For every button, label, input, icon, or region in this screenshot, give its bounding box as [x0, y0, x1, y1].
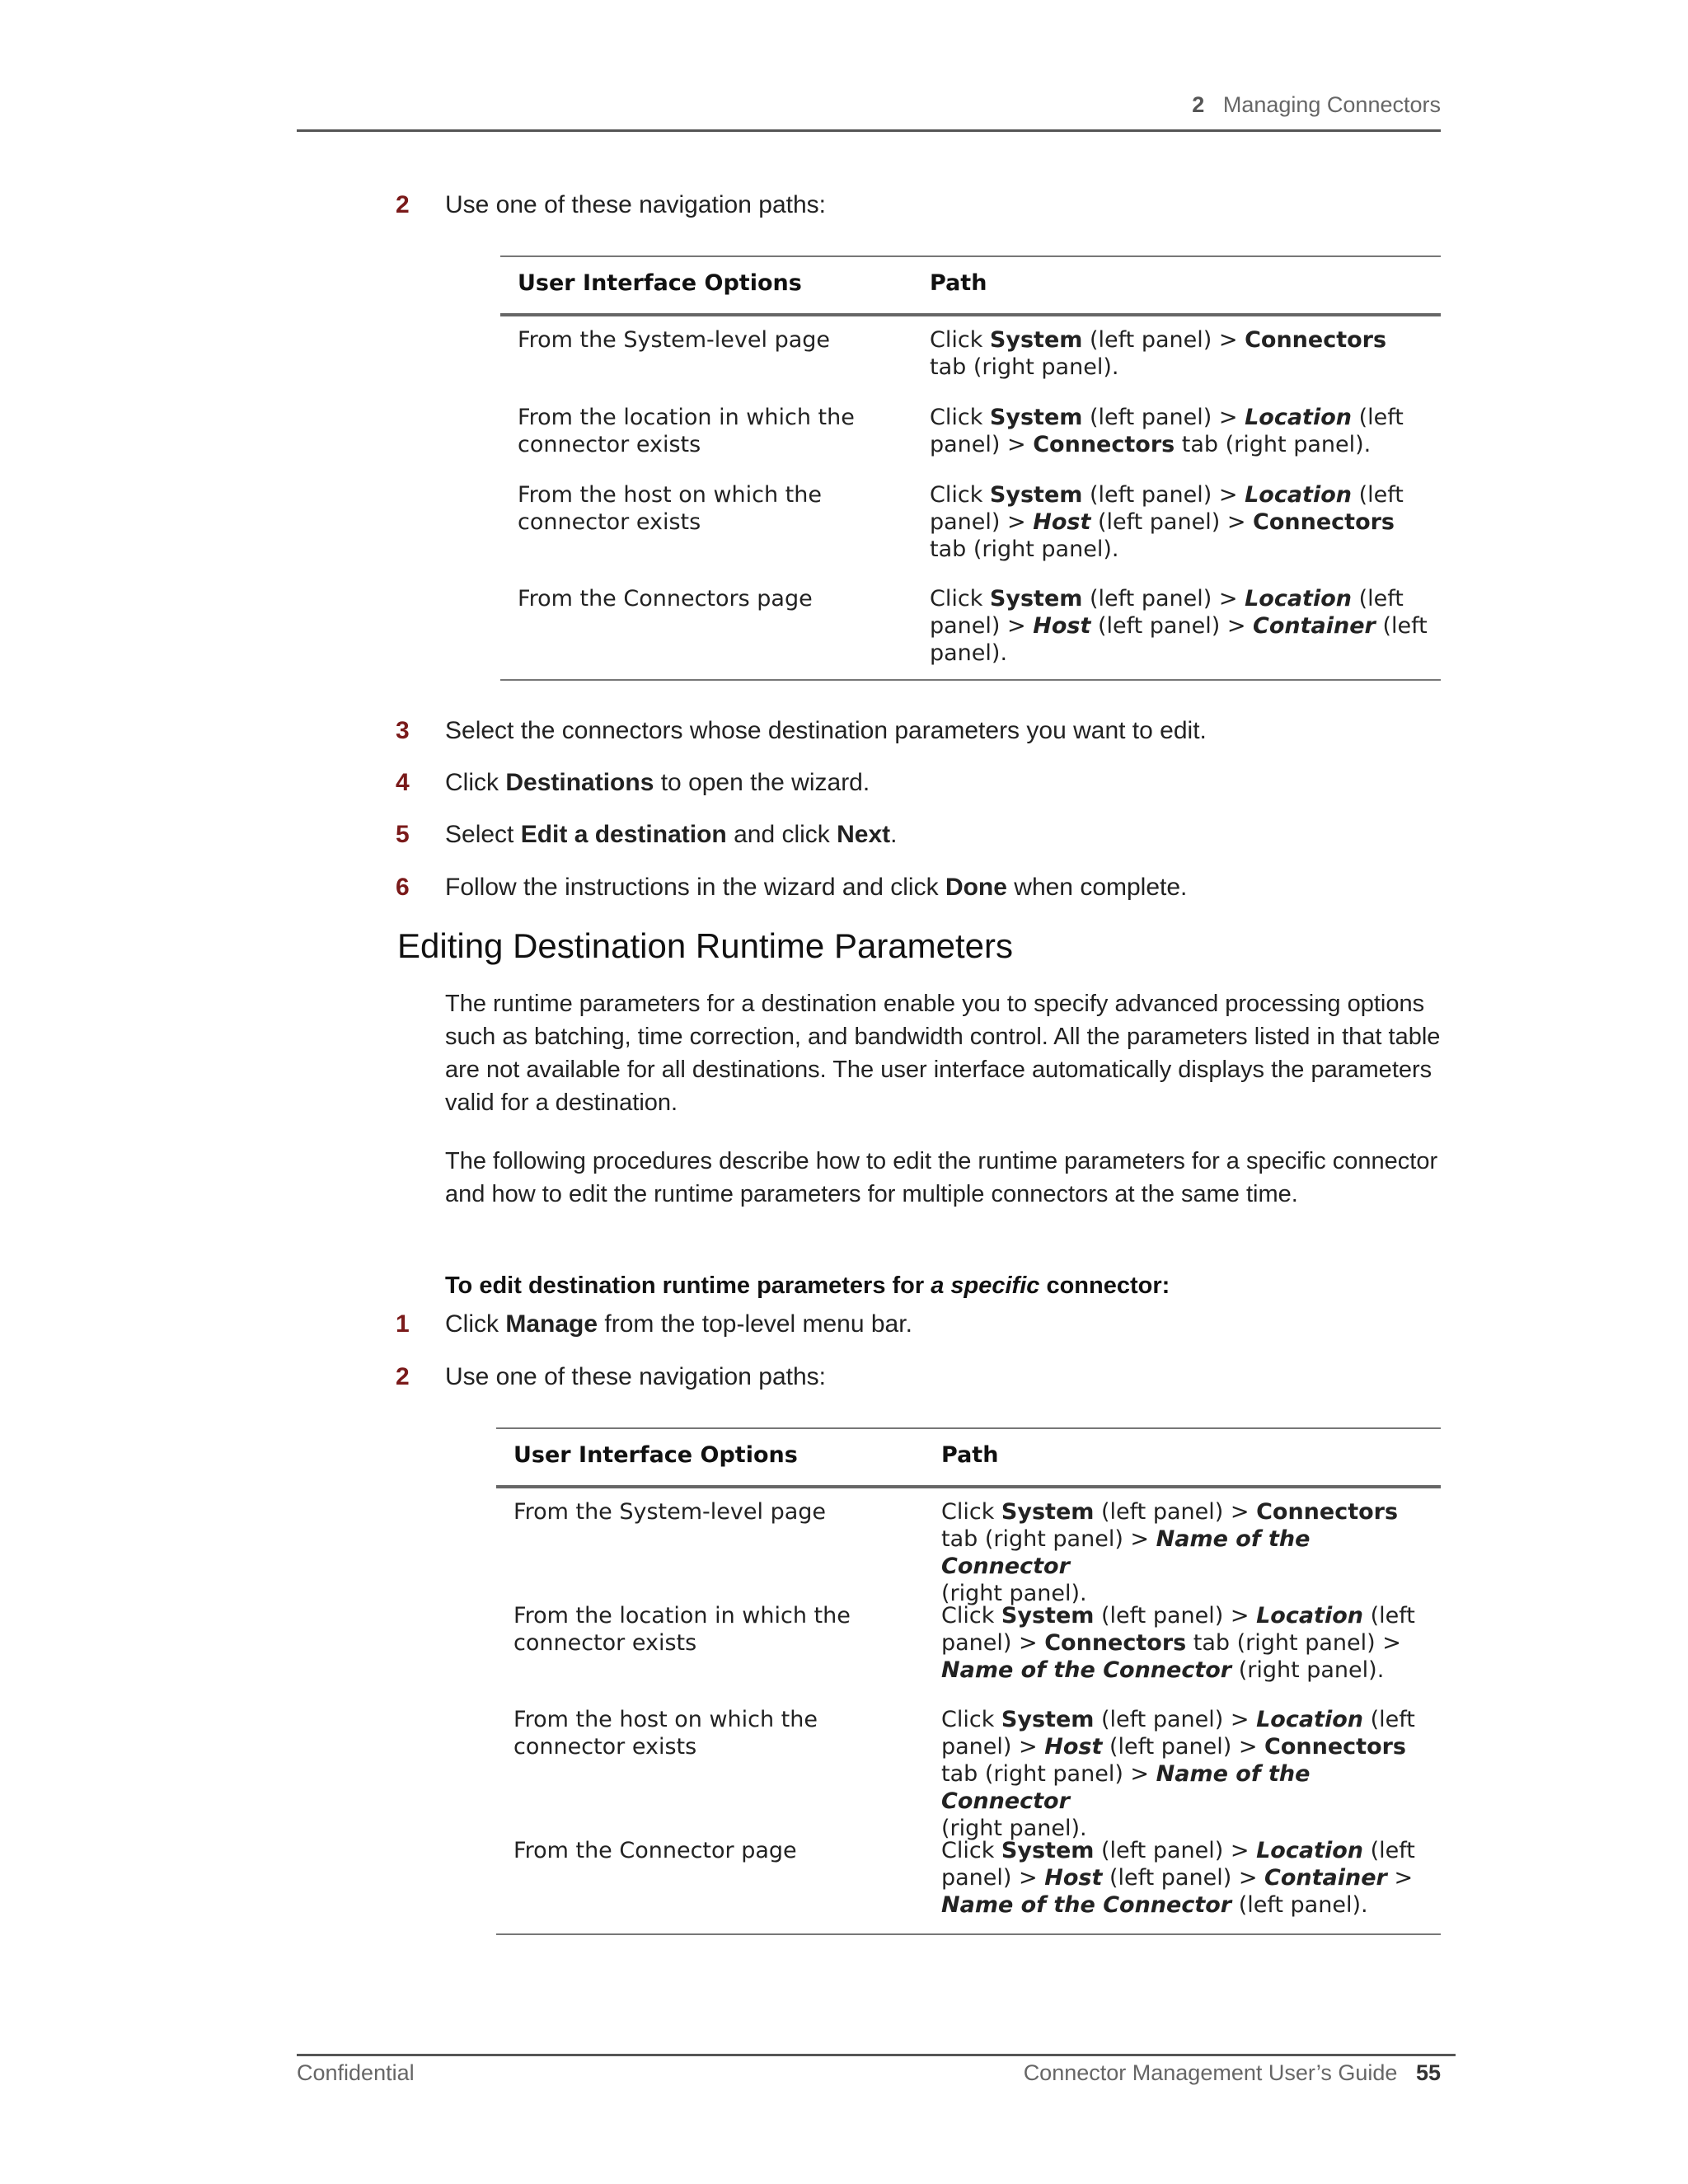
- table-cell-option: [513, 1837, 797, 1864]
- path-text: (right panel).: [941, 1816, 1087, 1841]
- path-text: tab (right panel).: [1175, 432, 1372, 457]
- ui-term: System: [1001, 1499, 1095, 1525]
- ui-term: Host: [1044, 1865, 1103, 1891]
- path-line: [941, 1891, 1415, 1919]
- path-text: (right panel).: [941, 1581, 1087, 1606]
- navigation-paths-table: [496, 1427, 1441, 1938]
- path-line: [930, 509, 1404, 536]
- table-header-path: Path: [930, 270, 987, 296]
- path-line: [941, 1602, 1415, 1629]
- step-number: 2: [396, 1363, 410, 1390]
- ui-term: Name of the Connector: [941, 1657, 1232, 1683]
- path-text: Click: [941, 1603, 1001, 1629]
- path-line: [930, 585, 1428, 612]
- table-top-rule: [496, 1427, 1441, 1429]
- step-text: Use one of these navigation paths:: [445, 1363, 826, 1390]
- path-text: panel) >: [941, 1865, 1045, 1891]
- ui-term: System: [989, 327, 1083, 353]
- path-text: tab (right panel) >: [941, 1761, 1156, 1787]
- path-text: >: [1386, 1865, 1414, 1891]
- table-cell-option: [518, 585, 813, 612]
- path-text: (left panel) >: [1082, 405, 1245, 430]
- step-number: 3: [396, 717, 410, 744]
- ui-term: Name of the Connector: [941, 1761, 1311, 1814]
- path-text: panel).: [930, 640, 1008, 666]
- path-text: (left: [1363, 1838, 1415, 1863]
- step-number: 2: [396, 191, 410, 218]
- table-top-rule: [500, 255, 1441, 257]
- chapter-number: 2: [1192, 92, 1205, 117]
- path-text: (left: [1352, 405, 1404, 430]
- path-text: (left panel) >: [1094, 1603, 1257, 1629]
- path-text: (left: [1352, 482, 1404, 508]
- running-header: [1192, 92, 1441, 118]
- table-cell-option: [518, 481, 822, 536]
- table-bottom-rule: [500, 679, 1441, 681]
- step-number: 6: [396, 874, 410, 901]
- path-line: [941, 1629, 1415, 1657]
- option-line: From the Connector page: [513, 1838, 797, 1863]
- path-text: panel) >: [941, 1630, 1045, 1656]
- ui-term: System: [1001, 1838, 1095, 1863]
- step-text: Use one of these navigation paths:: [445, 191, 826, 218]
- path-text: Click: [930, 327, 990, 353]
- table-header-path: Path: [941, 1442, 999, 1468]
- ui-term-destinations: Destinations: [505, 769, 654, 796]
- step-text: Click: [445, 1310, 506, 1338]
- path-text: (left panel).: [1231, 1892, 1368, 1918]
- path-text: (left: [1363, 1707, 1415, 1732]
- procedure-title-text: connector:: [1039, 1272, 1170, 1299]
- footer-confidential: Confidential: [297, 2060, 415, 2085]
- step-text: Follow the instructions in the wizard and click: [445, 874, 945, 901]
- option-line: From the location in which the: [513, 1603, 851, 1629]
- path-text: (left panel) >: [1094, 1838, 1257, 1863]
- path-text: Click: [930, 482, 990, 508]
- table-cell-path: [930, 585, 1428, 667]
- ui-term: System: [989, 586, 1083, 612]
- ui-term: Location: [1245, 405, 1352, 430]
- ui-term: Container: [1253, 613, 1376, 639]
- section-title: Editing Destination Runtime Parameters: [397, 926, 1014, 965]
- option-line: connector exists: [513, 1630, 697, 1656]
- path-text: Click: [941, 1707, 1001, 1732]
- step-item: [396, 821, 898, 849]
- page-number: 55: [1415, 2060, 1441, 2085]
- table-cell-option: [513, 1498, 826, 1526]
- ui-term: Host: [1033, 613, 1091, 639]
- path-text: tab (right panel) >: [941, 1526, 1156, 1552]
- ui-term: Host: [1033, 509, 1091, 535]
- step-text: when complete.: [1006, 874, 1188, 901]
- option-line: From the host on which the: [513, 1707, 818, 1732]
- path-line: [941, 1526, 1441, 1580]
- ui-term: Connectors: [1264, 1734, 1406, 1760]
- path-text: panel) >: [930, 613, 1034, 639]
- ui-term: Location: [1256, 1603, 1363, 1629]
- ui-term: Host: [1044, 1734, 1103, 1760]
- ui-term: Name of the Connector: [941, 1526, 1311, 1579]
- table-cell-option: [513, 1706, 818, 1760]
- step-text: Select: [445, 821, 521, 848]
- table-cell-option: [513, 1602, 851, 1657]
- step-number: 5: [396, 821, 410, 848]
- path-text: (left panel) >: [1090, 613, 1254, 639]
- procedure-title-emphasis: a specific: [931, 1272, 1040, 1299]
- footer-guide-title: Connector Management User’s Guide: [1023, 2060, 1398, 2085]
- option-line: connector exists: [518, 432, 701, 457]
- path-text: Click: [941, 1838, 1001, 1863]
- ui-term: System: [989, 405, 1083, 430]
- path-line: [941, 1733, 1441, 1760]
- path-text: Click: [930, 405, 990, 430]
- table-header-rule: [496, 1485, 1441, 1488]
- path-line: [941, 1760, 1441, 1815]
- header-rule: [297, 129, 1441, 132]
- option-line: From the Connectors page: [518, 586, 813, 612]
- step-item: [396, 874, 1188, 902]
- ui-term: Connectors: [1033, 432, 1175, 457]
- table-header-options: User Interface Options: [513, 1442, 798, 1468]
- path-line: [930, 640, 1428, 667]
- step-item: [396, 1310, 912, 1338]
- path-text: (left panel) >: [1082, 482, 1245, 508]
- ui-term: System: [1001, 1707, 1095, 1732]
- step-item: [396, 1363, 826, 1391]
- ui-term: System: [1001, 1603, 1095, 1629]
- ui-term: Location: [1245, 586, 1352, 612]
- step-text: Select the connectors whose destination parameters you want to edit.: [445, 717, 1207, 744]
- footer-rule: [297, 2054, 1456, 2056]
- footer-guide-info: [1024, 2060, 1441, 2086]
- table-cell-path: [941, 1706, 1441, 1842]
- option-line: From the System-level page: [513, 1499, 827, 1525]
- table-cell-path: [930, 404, 1404, 458]
- table-cell-path: [930, 326, 1386, 381]
- step-text: from the top-level menu bar.: [598, 1310, 912, 1338]
- section-paragraph-1: The runtime parameters for a destination enable you to specify advanced processing options such as batching, time correction, and bandwidth control. All the parameters listed in that table are not available for all destinations. The user interface automatically displays the parameters valid for a destination.: [445, 991, 1441, 1116]
- procedure-title: [445, 1272, 1170, 1300]
- table-cell-path: [930, 481, 1404, 563]
- path-line: [930, 326, 1386, 354]
- path-text: (left panel) >: [1094, 1499, 1257, 1525]
- navigation-paths-table: [500, 255, 1441, 684]
- path-line: [930, 481, 1404, 509]
- path-text: panel) >: [930, 509, 1034, 535]
- path-text: Click: [941, 1499, 1001, 1525]
- path-text: (left panel) >: [1094, 1707, 1257, 1732]
- ui-term: Connectors: [1245, 327, 1387, 353]
- step-item: [396, 191, 826, 219]
- path-text: tab (right panel).: [930, 537, 1119, 562]
- path-text: panel) >: [930, 432, 1034, 457]
- table-cell-option: [518, 326, 830, 354]
- table-bottom-rule: [496, 1933, 1441, 1935]
- path-text: (left panel) >: [1102, 1865, 1265, 1891]
- chapter-title: Managing Connectors: [1222, 92, 1441, 117]
- step-item: [396, 769, 870, 797]
- path-text: (left panel) >: [1102, 1734, 1265, 1760]
- option-line: From the System-level page: [518, 327, 831, 353]
- path-text: (left panel) >: [1090, 509, 1254, 535]
- option-line: connector exists: [513, 1734, 697, 1760]
- path-line: [930, 536, 1404, 563]
- path-text: (right panel).: [1231, 1657, 1385, 1683]
- option-line: From the location in which the: [518, 405, 855, 430]
- table-cell-path: [941, 1498, 1441, 1607]
- table-header-rule: [500, 313, 1441, 316]
- ui-term-edit-destination: Edit a destination: [520, 821, 727, 848]
- path-line: [930, 354, 1386, 381]
- table-header-options: User Interface Options: [518, 270, 802, 296]
- ui-term: Connectors: [1253, 509, 1395, 535]
- table-cell-path: [941, 1837, 1415, 1919]
- step-text: .: [890, 821, 898, 848]
- path-text: (left panel) >: [1082, 586, 1245, 612]
- path-text: tab (right panel) >: [1186, 1630, 1401, 1656]
- path-text: (left: [1363, 1603, 1415, 1629]
- ui-term: Container: [1264, 1865, 1387, 1891]
- path-line: [930, 431, 1404, 458]
- step-text: Click: [445, 769, 506, 796]
- ui-term-manage: Manage: [505, 1310, 598, 1338]
- ui-term-done: Done: [945, 874, 1007, 901]
- path-line: [941, 1864, 1415, 1891]
- step-item: [396, 717, 1207, 745]
- step-text: to open the wizard.: [654, 769, 870, 796]
- ui-term-next: Next: [837, 821, 891, 848]
- table-cell-option: [518, 404, 855, 458]
- ui-term: Name of the Connector: [941, 1892, 1232, 1918]
- path-text: Click: [930, 586, 990, 612]
- procedure-title-text: To edit destination runtime parameters for: [445, 1272, 931, 1299]
- ui-term: Connectors: [1044, 1630, 1187, 1656]
- ui-term: Location: [1256, 1838, 1363, 1863]
- ui-term: Connectors: [1256, 1499, 1399, 1525]
- option-line: From the host on which the: [518, 482, 822, 508]
- path-line: [941, 1657, 1415, 1684]
- path-line: [930, 612, 1428, 640]
- ui-term: Location: [1256, 1707, 1363, 1732]
- ui-term: System: [989, 482, 1083, 508]
- path-text: (left: [1352, 586, 1404, 612]
- path-line: [941, 1837, 1415, 1864]
- path-text: (left: [1375, 613, 1428, 639]
- table-cell-path: [941, 1602, 1415, 1684]
- option-line: connector exists: [518, 509, 701, 535]
- path-line: [930, 404, 1404, 431]
- step-number: 4: [396, 769, 410, 796]
- section-paragraph-2: The following procedures describe how to edit the runtime parameters for a specific connector and how to edit the runtime parameters for multiple connectors at the same time.: [445, 1148, 1438, 1207]
- path-text: (left panel) >: [1082, 327, 1245, 353]
- path-line: [941, 1706, 1441, 1733]
- ui-term: Location: [1245, 482, 1352, 508]
- step-text: and click: [726, 821, 837, 848]
- step-number: 1: [396, 1310, 410, 1338]
- path-text: tab (right panel).: [930, 354, 1119, 380]
- path-text: panel) >: [941, 1734, 1045, 1760]
- path-line: [941, 1498, 1441, 1526]
